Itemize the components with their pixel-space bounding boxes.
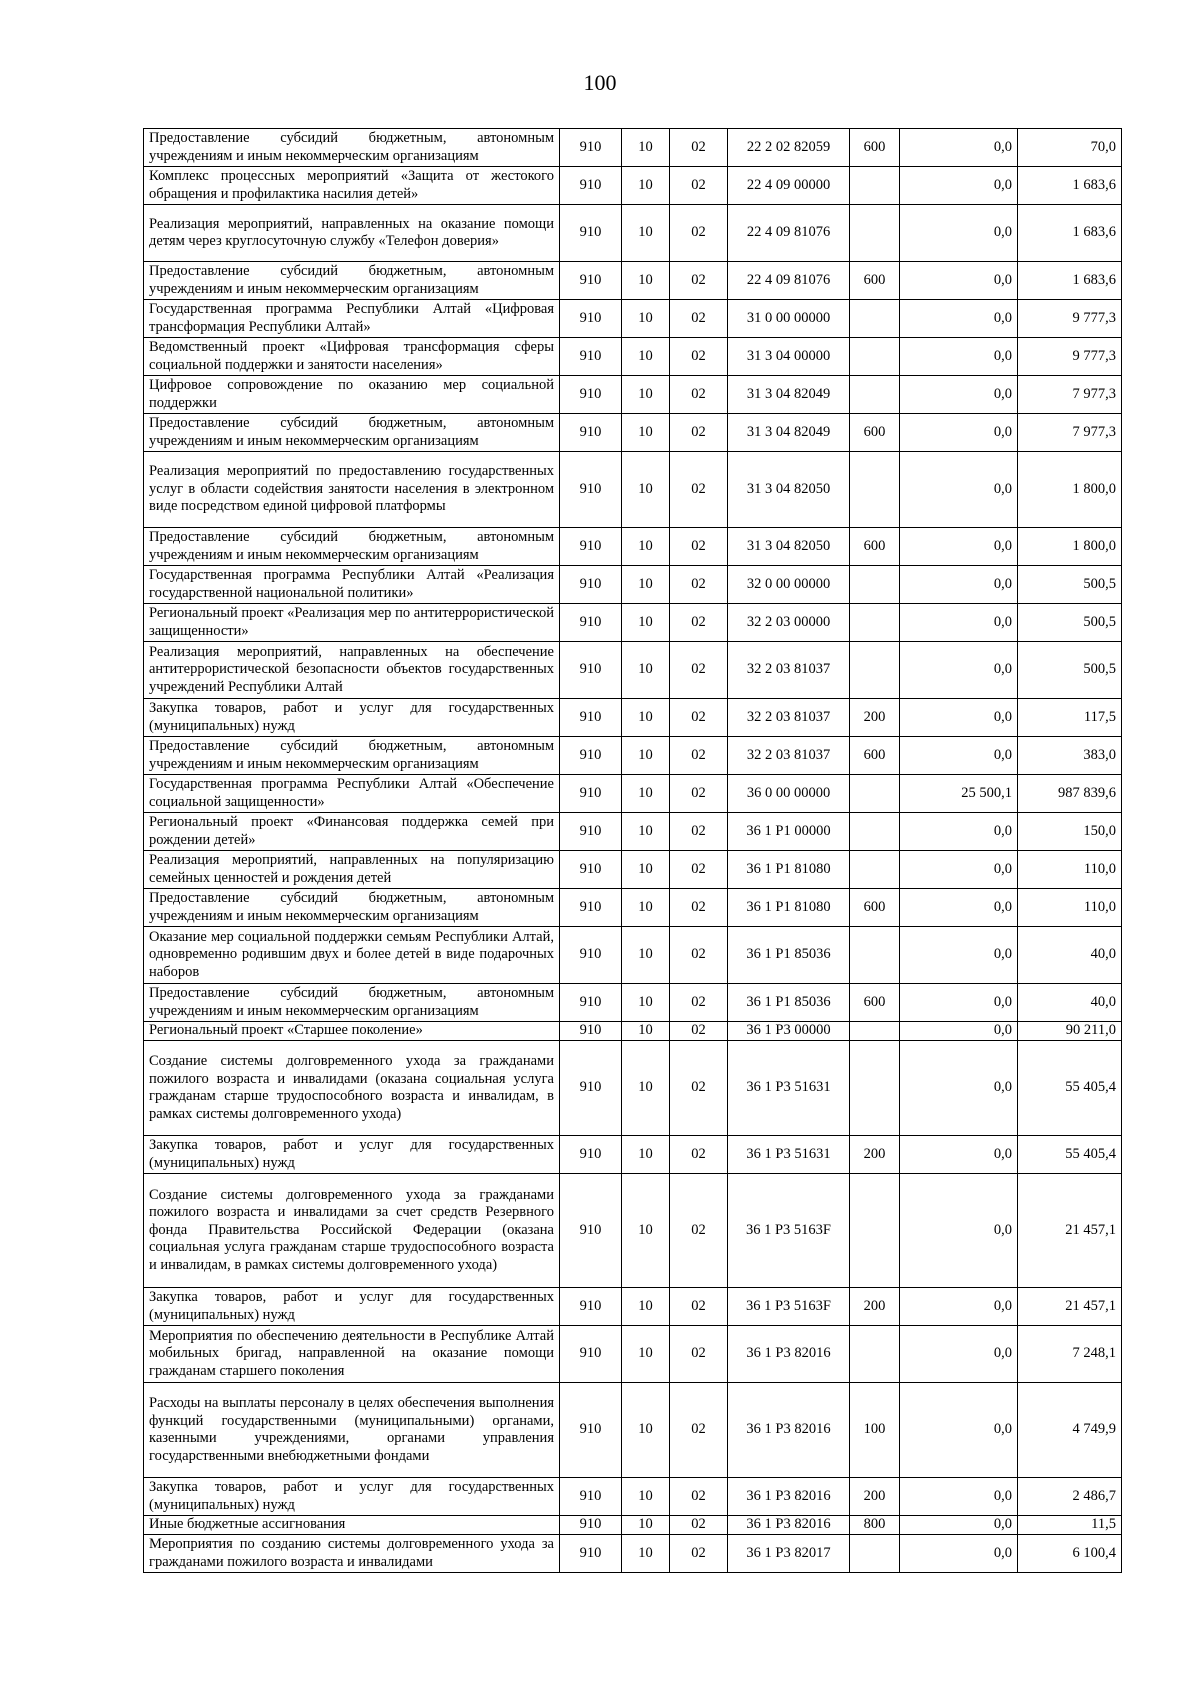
row-amount-2: 110,0 bbox=[1018, 851, 1122, 889]
row-subsection-code: 02 bbox=[670, 1326, 728, 1383]
row-section-code: 10 bbox=[622, 338, 670, 376]
row-section-code: 10 bbox=[622, 1288, 670, 1326]
row-section-code: 10 bbox=[622, 1535, 670, 1573]
row-ministry-code: 910 bbox=[560, 262, 622, 300]
row-expense-type-code bbox=[850, 167, 900, 205]
table-row bbox=[144, 642, 1122, 699]
row-expense-type-code bbox=[850, 338, 900, 376]
row-section-code: 10 bbox=[622, 1174, 670, 1288]
row-section-code: 10 bbox=[622, 889, 670, 927]
row-amount-2: 55 405,4 bbox=[1018, 1136, 1122, 1174]
row-expense-type-code bbox=[850, 1326, 900, 1383]
table-row bbox=[144, 167, 1122, 205]
row-subsection-code: 02 bbox=[670, 414, 728, 452]
row-name: Региональный проект «Старшее поколение» bbox=[144, 1022, 560, 1041]
row-target-article-code: 36 1 Р3 82016 bbox=[728, 1478, 850, 1516]
row-amount-2: 500,5 bbox=[1018, 604, 1122, 642]
table-row bbox=[144, 775, 1122, 813]
row-name: Реализация мероприятий, направленных на популяризацию семейных ценностей и рождения детей bbox=[144, 851, 560, 889]
row-amount-2: 7 248,1 bbox=[1018, 1326, 1122, 1383]
row-amount-1: 0,0 bbox=[900, 1136, 1018, 1174]
row-ministry-code: 910 bbox=[560, 414, 622, 452]
row-target-article-code: 31 3 04 00000 bbox=[728, 338, 850, 376]
row-section-code: 10 bbox=[622, 1383, 670, 1478]
row-target-article-code: 31 3 04 82049 bbox=[728, 414, 850, 452]
row-expense-type-code: 600 bbox=[850, 889, 900, 927]
row-target-article-code: 32 2 03 00000 bbox=[728, 604, 850, 642]
row-name: Предоставление субсидий бюджетным, автономным учреждениям и иным некоммерческим организациям bbox=[144, 528, 560, 566]
row-amount-1: 0,0 bbox=[900, 642, 1018, 699]
row-amount-1: 0,0 bbox=[900, 262, 1018, 300]
row-name: Мероприятия по созданию системы долговременного ухода за гражданами пожилого возраста и инвалидами bbox=[144, 1535, 560, 1573]
row-target-article-code: 32 2 03 81037 bbox=[728, 699, 850, 737]
row-section-code: 10 bbox=[622, 1041, 670, 1136]
row-expense-type-code bbox=[850, 1535, 900, 1573]
row-subsection-code: 02 bbox=[670, 642, 728, 699]
row-amount-2: 2 486,7 bbox=[1018, 1478, 1122, 1516]
row-expense-type-code: 600 bbox=[850, 737, 900, 775]
row-expense-type-code bbox=[850, 205, 900, 262]
table-row bbox=[144, 376, 1122, 414]
row-subsection-code: 02 bbox=[670, 775, 728, 813]
row-amount-1: 0,0 bbox=[900, 889, 1018, 927]
row-target-article-code: 36 1 Р3 5163F bbox=[728, 1174, 850, 1288]
row-name: Предоставление субсидий бюджетным, автономным учреждениям и иным некоммерческим организациям bbox=[144, 984, 560, 1022]
row-amount-1: 0,0 bbox=[900, 376, 1018, 414]
row-subsection-code: 02 bbox=[670, 1174, 728, 1288]
row-expense-type-code bbox=[850, 851, 900, 889]
row-target-article-code: 36 1 Р3 82016 bbox=[728, 1516, 850, 1535]
row-expense-type-code: 200 bbox=[850, 1136, 900, 1174]
table-row bbox=[144, 737, 1122, 775]
table-row bbox=[144, 927, 1122, 984]
row-target-article-code: 36 1 Р1 85036 bbox=[728, 984, 850, 1022]
row-subsection-code: 02 bbox=[670, 205, 728, 262]
row-name: Создание системы долговременного ухода за гражданами пожилого возраста и инвалидами (оказана социальная услуга гражданам старше трудоспособного возраста и инвалидам, в рамках системы долговременного ухода) bbox=[144, 1041, 560, 1136]
row-expense-type-code bbox=[850, 1041, 900, 1136]
row-amount-2: 90 211,0 bbox=[1018, 1022, 1122, 1041]
row-amount-1: 0,0 bbox=[900, 300, 1018, 338]
row-section-code: 10 bbox=[622, 262, 670, 300]
row-amount-2: 9 777,3 bbox=[1018, 300, 1122, 338]
row-expense-type-code bbox=[850, 1022, 900, 1041]
table-row bbox=[144, 129, 1122, 167]
row-target-article-code: 32 2 03 81037 bbox=[728, 737, 850, 775]
table-row bbox=[144, 205, 1122, 262]
row-target-article-code: 32 0 00 00000 bbox=[728, 566, 850, 604]
row-expense-type-code bbox=[850, 604, 900, 642]
row-ministry-code: 910 bbox=[560, 1041, 622, 1136]
row-expense-type-code: 600 bbox=[850, 262, 900, 300]
row-ministry-code: 910 bbox=[560, 1136, 622, 1174]
table-row bbox=[144, 1136, 1122, 1174]
row-subsection-code: 02 bbox=[670, 1022, 728, 1041]
row-ministry-code: 910 bbox=[560, 775, 622, 813]
row-expense-type-code bbox=[850, 813, 900, 851]
row-name: Закупка товаров, работ и услуг для государственных (муниципальных) нужд bbox=[144, 1136, 560, 1174]
row-name: Предоставление субсидий бюджетным, автономным учреждениям и иным некоммерческим организациям bbox=[144, 889, 560, 927]
row-amount-2: 1 800,0 bbox=[1018, 528, 1122, 566]
row-amount-2: 150,0 bbox=[1018, 813, 1122, 851]
row-subsection-code: 02 bbox=[670, 566, 728, 604]
row-expense-type-code bbox=[850, 566, 900, 604]
row-amount-2: 1 683,6 bbox=[1018, 167, 1122, 205]
row-section-code: 10 bbox=[622, 528, 670, 566]
row-target-article-code: 22 4 09 81076 bbox=[728, 262, 850, 300]
row-expense-type-code: 600 bbox=[850, 528, 900, 566]
table-row bbox=[144, 1288, 1122, 1326]
row-ministry-code: 910 bbox=[560, 699, 622, 737]
row-target-article-code: 31 3 04 82050 bbox=[728, 528, 850, 566]
row-amount-2: 500,5 bbox=[1018, 642, 1122, 699]
row-amount-2: 21 457,1 bbox=[1018, 1288, 1122, 1326]
row-expense-type-code bbox=[850, 775, 900, 813]
row-ministry-code: 910 bbox=[560, 642, 622, 699]
row-ministry-code: 910 bbox=[560, 338, 622, 376]
row-name: Государственная программа Республики Алтай «Реализация государственной национальной политики» bbox=[144, 566, 560, 604]
row-subsection-code: 02 bbox=[670, 1478, 728, 1516]
row-ministry-code: 910 bbox=[560, 851, 622, 889]
row-amount-1: 0,0 bbox=[900, 205, 1018, 262]
row-subsection-code: 02 bbox=[670, 889, 728, 927]
row-amount-2: 11,5 bbox=[1018, 1516, 1122, 1535]
row-name: Ведомственный проект «Цифровая трансформация сферы социальной поддержки и занятости населения» bbox=[144, 338, 560, 376]
row-amount-1: 0,0 bbox=[900, 129, 1018, 167]
row-name: Государственная программа Республики Алтай «Обеспечение социальной защищенности» bbox=[144, 775, 560, 813]
row-subsection-code: 02 bbox=[670, 1535, 728, 1573]
row-name: Реализация мероприятий по предоставлению государственных услуг в области содействия занятости населения в электронном виде посредством единой цифровой платформы bbox=[144, 452, 560, 528]
row-expense-type-code: 200 bbox=[850, 699, 900, 737]
table-row bbox=[144, 1022, 1122, 1041]
row-subsection-code: 02 bbox=[670, 1136, 728, 1174]
row-subsection-code: 02 bbox=[670, 1288, 728, 1326]
row-section-code: 10 bbox=[622, 1478, 670, 1516]
row-amount-2: 987 839,6 bbox=[1018, 775, 1122, 813]
row-ministry-code: 910 bbox=[560, 984, 622, 1022]
row-target-article-code: 36 1 Р1 81080 bbox=[728, 889, 850, 927]
row-amount-1: 0,0 bbox=[900, 1516, 1018, 1535]
row-target-article-code: 36 1 Р3 5163F bbox=[728, 1288, 850, 1326]
row-expense-type-code bbox=[850, 642, 900, 699]
row-subsection-code: 02 bbox=[670, 452, 728, 528]
row-ministry-code: 910 bbox=[560, 566, 622, 604]
row-amount-1: 0,0 bbox=[900, 1288, 1018, 1326]
table-row bbox=[144, 813, 1122, 851]
row-subsection-code: 02 bbox=[670, 851, 728, 889]
row-target-article-code: 36 1 Р3 51631 bbox=[728, 1041, 850, 1136]
row-name: Комплекс процессных мероприятий «Защита от жестокого обращения и профилактика насилия детей» bbox=[144, 167, 560, 205]
row-expense-type-code bbox=[850, 927, 900, 984]
row-subsection-code: 02 bbox=[670, 1383, 728, 1478]
row-expense-type-code bbox=[850, 300, 900, 338]
row-amount-1: 0,0 bbox=[900, 984, 1018, 1022]
table-row bbox=[144, 1478, 1122, 1516]
row-target-article-code: 36 0 00 00000 bbox=[728, 775, 850, 813]
row-amount-2: 40,0 bbox=[1018, 984, 1122, 1022]
row-amount-2: 383,0 bbox=[1018, 737, 1122, 775]
row-target-article-code: 36 1 Р1 81080 bbox=[728, 851, 850, 889]
table-row bbox=[144, 262, 1122, 300]
row-ministry-code: 910 bbox=[560, 1022, 622, 1041]
row-amount-1: 0,0 bbox=[900, 604, 1018, 642]
row-subsection-code: 02 bbox=[670, 338, 728, 376]
row-name: Предоставление субсидий бюджетным, автономным учреждениям и иным некоммерческим организациям bbox=[144, 414, 560, 452]
row-target-article-code: 36 1 Р1 00000 bbox=[728, 813, 850, 851]
row-ministry-code: 910 bbox=[560, 737, 622, 775]
row-target-article-code: 36 1 Р3 82017 bbox=[728, 1535, 850, 1573]
table-row bbox=[144, 566, 1122, 604]
row-amount-1: 0,0 bbox=[900, 699, 1018, 737]
row-amount-2: 117,5 bbox=[1018, 699, 1122, 737]
row-ministry-code: 910 bbox=[560, 813, 622, 851]
row-amount-2: 55 405,4 bbox=[1018, 1041, 1122, 1136]
table-row bbox=[144, 604, 1122, 642]
table-row bbox=[144, 1326, 1122, 1383]
row-expense-type-code: 600 bbox=[850, 414, 900, 452]
row-subsection-code: 02 bbox=[670, 300, 728, 338]
row-section-code: 10 bbox=[622, 604, 670, 642]
table-row bbox=[144, 528, 1122, 566]
table-row bbox=[144, 851, 1122, 889]
row-name: Иные бюджетные ассигнования bbox=[144, 1516, 560, 1535]
row-name: Реализация мероприятий, направленных на оказание помощи детям через круглосуточную службу «Телефон доверия» bbox=[144, 205, 560, 262]
row-amount-1: 0,0 bbox=[900, 737, 1018, 775]
row-target-article-code: 36 1 Р3 82016 bbox=[728, 1326, 850, 1383]
row-section-code: 10 bbox=[622, 813, 670, 851]
row-amount-2: 1 683,6 bbox=[1018, 262, 1122, 300]
table-row bbox=[144, 1535, 1122, 1573]
row-amount-2: 21 457,1 bbox=[1018, 1174, 1122, 1288]
row-name: Оказание мер социальной поддержки семьям Республики Алтай, одновременно родившим двух и более детей в виде подарочных наборов bbox=[144, 927, 560, 984]
row-section-code: 10 bbox=[622, 167, 670, 205]
row-target-article-code: 22 2 02 82059 bbox=[728, 129, 850, 167]
row-amount-2: 7 977,3 bbox=[1018, 414, 1122, 452]
row-subsection-code: 02 bbox=[670, 262, 728, 300]
row-target-article-code: 36 1 Р3 51631 bbox=[728, 1136, 850, 1174]
row-subsection-code: 02 bbox=[670, 167, 728, 205]
row-ministry-code: 910 bbox=[560, 205, 622, 262]
row-name: Расходы на выплаты персоналу в целях обеспечения выполнения функций государственными (муниципальными) органами, казенными учреждениями, органами управления государственными внебюджетными фондами bbox=[144, 1383, 560, 1478]
row-target-article-code: 36 1 Р3 00000 bbox=[728, 1022, 850, 1041]
table-row bbox=[144, 1516, 1122, 1535]
row-expense-type-code: 100 bbox=[850, 1383, 900, 1478]
row-name: Предоставление субсидий бюджетным, автономным учреждениям и иным некоммерческим организациям bbox=[144, 129, 560, 167]
row-target-article-code: 22 4 09 00000 bbox=[728, 167, 850, 205]
row-amount-1: 0,0 bbox=[900, 813, 1018, 851]
row-section-code: 10 bbox=[622, 566, 670, 604]
table-row bbox=[144, 1174, 1122, 1288]
row-amount-1: 0,0 bbox=[900, 167, 1018, 205]
row-amount-1: 0,0 bbox=[900, 1041, 1018, 1136]
row-section-code: 10 bbox=[622, 414, 670, 452]
row-ministry-code: 910 bbox=[560, 889, 622, 927]
row-subsection-code: 02 bbox=[670, 1041, 728, 1136]
row-ministry-code: 910 bbox=[560, 528, 622, 566]
row-amount-1: 0,0 bbox=[900, 528, 1018, 566]
row-expense-type-code bbox=[850, 1174, 900, 1288]
row-amount-2: 40,0 bbox=[1018, 927, 1122, 984]
row-name: Закупка товаров, работ и услуг для государственных (муниципальных) нужд bbox=[144, 1288, 560, 1326]
row-amount-1: 0,0 bbox=[900, 1022, 1018, 1041]
row-section-code: 10 bbox=[622, 376, 670, 414]
row-section-code: 10 bbox=[622, 1022, 670, 1041]
row-subsection-code: 02 bbox=[670, 813, 728, 851]
row-expense-type-code bbox=[850, 452, 900, 528]
budget-table bbox=[143, 128, 1122, 1573]
row-subsection-code: 02 bbox=[670, 376, 728, 414]
row-expense-type-code: 600 bbox=[850, 984, 900, 1022]
row-section-code: 10 bbox=[622, 300, 670, 338]
row-amount-2: 110,0 bbox=[1018, 889, 1122, 927]
row-amount-1: 0,0 bbox=[900, 1383, 1018, 1478]
row-ministry-code: 910 bbox=[560, 1535, 622, 1573]
row-section-code: 10 bbox=[622, 205, 670, 262]
row-amount-1: 0,0 bbox=[900, 566, 1018, 604]
row-amount-1: 25 500,1 bbox=[900, 775, 1018, 813]
row-subsection-code: 02 bbox=[670, 604, 728, 642]
row-amount-2: 7 977,3 bbox=[1018, 376, 1122, 414]
table-row bbox=[144, 1041, 1122, 1136]
row-subsection-code: 02 bbox=[670, 737, 728, 775]
row-section-code: 10 bbox=[622, 1326, 670, 1383]
row-section-code: 10 bbox=[622, 452, 670, 528]
row-subsection-code: 02 bbox=[670, 129, 728, 167]
row-amount-1: 0,0 bbox=[900, 1174, 1018, 1288]
row-name: Предоставление субсидий бюджетным, автономным учреждениям и иным некоммерческим организациям bbox=[144, 737, 560, 775]
row-expense-type-code: 200 bbox=[850, 1478, 900, 1516]
row-amount-2: 4 749,9 bbox=[1018, 1383, 1122, 1478]
row-ministry-code: 910 bbox=[560, 1326, 622, 1383]
row-section-code: 10 bbox=[622, 1136, 670, 1174]
row-ministry-code: 910 bbox=[560, 129, 622, 167]
row-ministry-code: 910 bbox=[560, 1516, 622, 1535]
row-name: Предоставление субсидий бюджетным, автономным учреждениям и иным некоммерческим организациям bbox=[144, 262, 560, 300]
table-row bbox=[144, 452, 1122, 528]
row-amount-2: 1 800,0 bbox=[1018, 452, 1122, 528]
row-ministry-code: 910 bbox=[560, 1174, 622, 1288]
row-amount-1: 0,0 bbox=[900, 927, 1018, 984]
page-number: 100 bbox=[583, 70, 617, 95]
row-section-code: 10 bbox=[622, 775, 670, 813]
row-amount-2: 70,0 bbox=[1018, 129, 1122, 167]
row-subsection-code: 02 bbox=[670, 528, 728, 566]
row-target-article-code: 36 1 Р3 82016 bbox=[728, 1383, 850, 1478]
row-ministry-code: 910 bbox=[560, 604, 622, 642]
row-section-code: 10 bbox=[622, 851, 670, 889]
table-row bbox=[144, 1383, 1122, 1478]
row-section-code: 10 bbox=[622, 699, 670, 737]
row-name: Закупка товаров, работ и услуг для государственных (муниципальных) нужд bbox=[144, 699, 560, 737]
row-section-code: 10 bbox=[622, 642, 670, 699]
row-amount-1: 0,0 bbox=[900, 1535, 1018, 1573]
row-target-article-code: 32 2 03 81037 bbox=[728, 642, 850, 699]
row-ministry-code: 910 bbox=[560, 300, 622, 338]
table-row bbox=[144, 889, 1122, 927]
row-expense-type-code: 200 bbox=[850, 1288, 900, 1326]
row-amount-1: 0,0 bbox=[900, 1326, 1018, 1383]
row-ministry-code: 910 bbox=[560, 167, 622, 205]
row-ministry-code: 910 bbox=[560, 452, 622, 528]
row-target-article-code: 31 0 00 00000 bbox=[728, 300, 850, 338]
row-amount-2: 500,5 bbox=[1018, 566, 1122, 604]
row-section-code: 10 bbox=[622, 1516, 670, 1535]
table-row bbox=[144, 984, 1122, 1022]
row-name: Создание системы долговременного ухода за гражданами пожилого возраста и инвалидами за счет средств Резервного фонда Правительства Российской Федерации (оказана социальная услуга гражданам старше трудоспособного возраста и инвалидам, в рамках системы долговременного ухода) bbox=[144, 1174, 560, 1288]
row-expense-type-code: 800 bbox=[850, 1516, 900, 1535]
budget-table-body bbox=[144, 129, 1122, 1573]
row-name: Цифровое сопровождение по оказанию мер социальной поддержки bbox=[144, 376, 560, 414]
row-ministry-code: 910 bbox=[560, 1288, 622, 1326]
row-name: Реализация мероприятий, направленных на обеспечение антитеррористической безопасности объектов государственных учреждений Республики Алтай bbox=[144, 642, 560, 699]
row-amount-2: 9 777,3 bbox=[1018, 338, 1122, 376]
row-subsection-code: 02 bbox=[670, 1516, 728, 1535]
table-row bbox=[144, 300, 1122, 338]
row-expense-type-code: 600 bbox=[850, 129, 900, 167]
row-subsection-code: 02 bbox=[670, 984, 728, 1022]
row-section-code: 10 bbox=[622, 927, 670, 984]
row-name: Региональный проект «Финансовая поддержка семей при рождении детей» bbox=[144, 813, 560, 851]
row-ministry-code: 910 bbox=[560, 927, 622, 984]
row-amount-2: 1 683,6 bbox=[1018, 205, 1122, 262]
table-row bbox=[144, 414, 1122, 452]
row-amount-1: 0,0 bbox=[900, 1478, 1018, 1516]
row-amount-1: 0,0 bbox=[900, 338, 1018, 376]
row-amount-1: 0,0 bbox=[900, 414, 1018, 452]
row-amount-1: 0,0 bbox=[900, 452, 1018, 528]
row-target-article-code: 31 3 04 82049 bbox=[728, 376, 850, 414]
table-row bbox=[144, 338, 1122, 376]
row-subsection-code: 02 bbox=[670, 699, 728, 737]
row-subsection-code: 02 bbox=[670, 927, 728, 984]
row-section-code: 10 bbox=[622, 984, 670, 1022]
row-name: Закупка товаров, работ и услуг для государственных (муниципальных) нужд bbox=[144, 1478, 560, 1516]
row-amount-2: 6 100,4 bbox=[1018, 1535, 1122, 1573]
row-ministry-code: 910 bbox=[560, 1383, 622, 1478]
row-name: Мероприятия по обеспечению деятельности в Республике Алтай мобильных бригад, направленной на оказание помощи гражданам старшего поколения bbox=[144, 1326, 560, 1383]
row-target-article-code: 36 1 Р1 85036 bbox=[728, 927, 850, 984]
row-section-code: 10 bbox=[622, 129, 670, 167]
row-name: Государственная программа Республики Алтай «Цифровая трансформация Республики Алтай» bbox=[144, 300, 560, 338]
row-ministry-code: 910 bbox=[560, 376, 622, 414]
row-name: Региональный проект «Реализация мер по антитеррористической защищенности» bbox=[144, 604, 560, 642]
row-section-code: 10 bbox=[622, 737, 670, 775]
row-expense-type-code bbox=[850, 376, 900, 414]
row-target-article-code: 22 4 09 81076 bbox=[728, 205, 850, 262]
row-ministry-code: 910 bbox=[560, 1478, 622, 1516]
row-amount-1: 0,0 bbox=[900, 851, 1018, 889]
table-row bbox=[144, 699, 1122, 737]
row-target-article-code: 31 3 04 82050 bbox=[728, 452, 850, 528]
